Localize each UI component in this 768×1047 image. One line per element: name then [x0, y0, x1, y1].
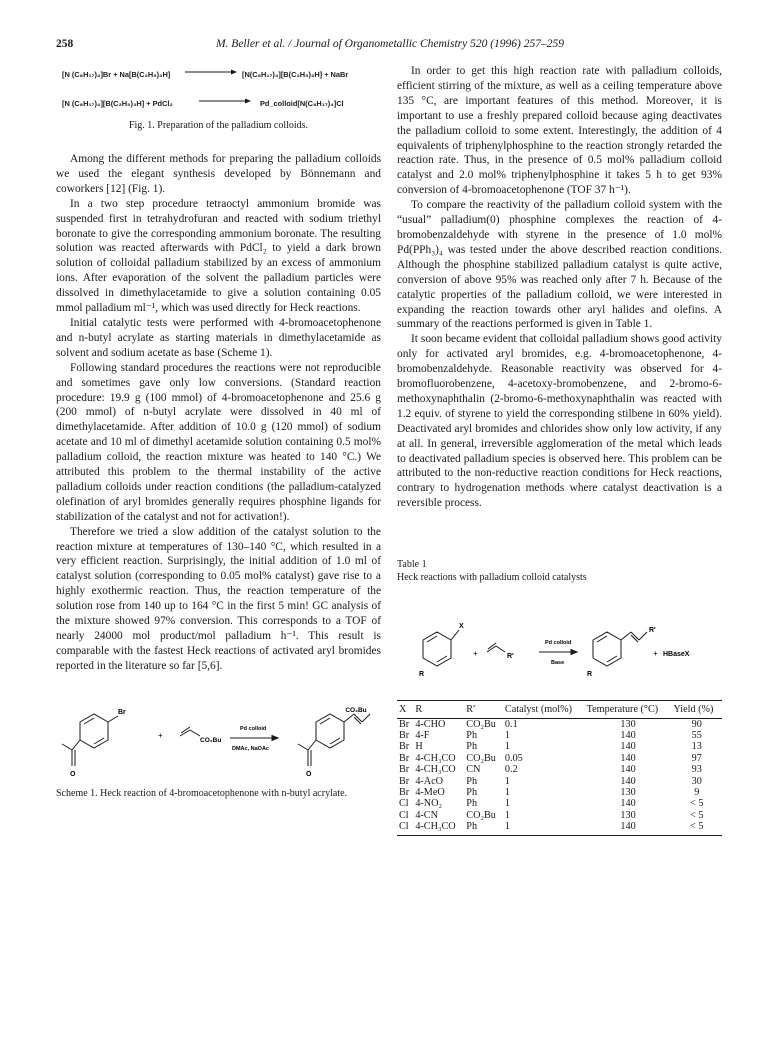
table-row — [397, 821, 722, 835]
cell-temperature: 140 — [620, 764, 636, 776]
paragraph: In a two step procedure tetraoctyl ammonium bromide was suspended first in tetrahydrofuran and reacted with sodium triethyl boronate to give the corresponding ammonium boronate. The resulting solution was reacted afterwards with PdCl₂ to yield a dark brown solution of colloidal palladium stabilized by an excess of ammonium ions. After evaporation of the solvent the palladium particles were dissolved in dimethylacetamide to give a solution containing 0.05 mmol palladium ml⁻¹, which was used directly for Heck reactions. — [56, 197, 381, 315]
benzene-ring — [80, 714, 108, 748]
cell-x: Br — [399, 718, 410, 730]
cell-r-prime: Ph — [466, 730, 478, 741]
label-product-r: R — [587, 671, 593, 679]
col-header-r: R — [413, 701, 464, 718]
cell-r-prime: Ph — [466, 787, 478, 799]
label-plus: + — [473, 649, 478, 659]
cell-x: Cl — [397, 821, 413, 835]
cell-r-prime: Ph — [466, 775, 478, 787]
left-column — [56, 64, 381, 800]
table-row — [397, 787, 722, 798]
table-row — [397, 741, 722, 752]
cell-x: Br — [399, 764, 410, 776]
figure-1 — [56, 64, 381, 142]
eq2-reactants: [N (C₈H₁₇)₄][B(C₂H₅)₃H] + PdCl₂ — [62, 99, 173, 108]
table-subtitle: Heck reactions with palladium colloid catalysts — [397, 571, 587, 583]
arrow-icon — [199, 95, 251, 105]
cell-r: 4-CH₃CO — [413, 821, 464, 835]
arrow-label-base: Base — [551, 660, 565, 667]
cell-catalyst: 0.05 — [504, 752, 523, 764]
page-header — [56, 38, 724, 54]
cell-catalyst: 0.2 — [504, 764, 518, 776]
cell-yield: 55 — [691, 730, 702, 741]
running-head: M. Beller et al. / Journal of Organometallic Chemistry 520 (1996) 257–259 — [215, 38, 565, 50]
page-number: 258 — [56, 38, 74, 50]
cell-r: 4-NO₂ — [415, 798, 443, 810]
label-plus: + — [653, 649, 658, 659]
cell-x: Cl — [399, 798, 409, 810]
label-byproduct: HBaseX — [663, 651, 690, 659]
scheme-1 — [56, 700, 381, 786]
label-product-r-prime: R′ — [649, 627, 656, 635]
cell-r: 4-CH₃CO — [415, 752, 456, 764]
cell-r: 4-AcO — [415, 775, 444, 787]
table-body — [397, 718, 722, 835]
cell-r: 4-CH₃CO — [415, 764, 456, 776]
paragraph: Therefore we tried a slow addition of the catalyst solution to the reaction mixture at temperatures of 130–140 °C, which resulted in a very efficient reaction. Surprisingly, the initial addition of 1.0 ml of catalyst solution (corresponding to 0.05 mol% catalyst) gave rise to a highly exothermic reaction. Thus, the reaction temperature of the solution rose from 140 up to 164 °C in the first 5 min! GC analysis of the mixture showed 97% conversion. This corresponds to a TOF of nearly 24000 mol product/mol palladium h⁻¹. This result is comparable with the fastest Heck reactions of activated aryl bromides reported in the literature so far [5,6]. — [56, 525, 381, 672]
label-o: O — [70, 770, 76, 778]
cell-yield: 13 — [691, 741, 702, 753]
benzene-ring — [423, 632, 451, 666]
cell-temperature: 130 — [620, 809, 636, 821]
label-r: R — [419, 671, 425, 679]
arrow-icon — [185, 66, 237, 76]
label-x: X — [459, 623, 464, 631]
cell-temperature: 140 — [620, 730, 636, 741]
label-plus: + — [158, 730, 163, 740]
cell-r-prime: Ph — [466, 741, 478, 753]
cell-r-prime: Ph — [466, 798, 478, 810]
paragraph: Following standard procedures the reactions were not reproducible and sometimes gave only low conversions. (Standard reaction procedure: 19.9 g (100 mmol) of 4-bromoacetophenone and 25.6 g (200 mmol) of n-butyl acrylate were dissolved in 40 ml of dimethylacetamide. After addition of 10.0 g (120 mmol) of sodium acetate and 10 ml of dimethyl acetamide solution containing 0.5 mol% palladium colloid, the reaction mixture was heated to 140 °C.) We attributed this problem to the thermal instability of the active palladium colloids under reaction conditions (the palladium-catalyzed olefination of aryl bromides generally requires phosphine ligands for stabilization of the catalyst and not for activation!). — [56, 361, 381, 523]
cell-temperature: 140 — [620, 741, 636, 753]
cell-r: 4-F — [415, 730, 430, 741]
scheme-1-drawing — [56, 700, 381, 786]
cell-x: Br — [399, 741, 410, 753]
table-row — [397, 730, 722, 741]
table-row — [397, 764, 722, 775]
cell-yield: 30 — [691, 775, 702, 787]
arrow-label-conditions: DMAc, NaOAc — [232, 745, 269, 752]
cell-temperature: 140 — [620, 798, 636, 810]
paragraph: Among the different methods for preparing the palladium colloids we used the elegant synthesis developed by Bönnemann and coworkers [12] (Fig. 1). — [56, 153, 381, 195]
cell-catalyst: 0.1 — [504, 718, 518, 730]
cell-yield: 97 — [691, 752, 702, 764]
table-title: Table 1 — [397, 559, 427, 571]
label-co2bu-product: CO₂Bu — [345, 706, 367, 714]
table-1-scheme-drawing — [397, 610, 722, 696]
col-header-yield: Yield (%) — [672, 701, 723, 718]
table-row — [397, 776, 722, 787]
cell-temperature: 140 — [585, 821, 672, 835]
cell-x: Br — [399, 787, 410, 799]
cell-x: Br — [399, 775, 410, 787]
cell-x: Br — [399, 752, 410, 764]
cell-r-prime: CO₂Bu — [466, 718, 496, 730]
paragraph: In order to get this high reaction rate with palladium colloids, efficient stirring of the mixture, as well as a ceiling temperature above 135 °C, are important features of this method. Moreover, it is important to use a freshly prepared colloid because aging deactivates the palladium colloid to some extent. Interestingly, the addition of 4 equivalents of triphenylphosphine to the reaction strongly retarded the reaction rate. Thus, in the presence of 0.5 mol% palladium colloid catalyst and 2.0 mol% triphenylphosphine it takes 5 h to get 93% conversion of 4-bromoacetophenone (TOF 37 h⁻¹). — [397, 65, 722, 197]
cell-catalyst: 1 — [503, 821, 585, 835]
paragraph: Initial catalytic tests were performed with 4-bromoacetophenone and n-butyl acrylate as starting materials in dimethylacetamide as solvent and sodium acetate as base (Scheme 1). — [56, 316, 381, 359]
cell-x: Br — [399, 730, 410, 741]
cell-r-prime: Ph — [464, 821, 503, 835]
cell-yield: 9 — [694, 787, 700, 799]
eq2-products: Pd_colloid[N(C₈H₁₇)₄]Cl — [260, 99, 344, 108]
heck-reactions-table — [397, 700, 722, 835]
cell-r: 4-CN — [415, 809, 438, 821]
figure-1-caption: Fig. 1. Preparation of the palladium colloids. — [128, 120, 309, 131]
table-row — [397, 810, 722, 821]
cell-catalyst: 1 — [504, 775, 511, 787]
cell-catalyst: 1 — [504, 787, 511, 799]
cell-catalyst: 1 — [504, 798, 511, 810]
cell-catalyst: 1 — [504, 741, 511, 753]
table-1 — [397, 559, 722, 835]
table-1-scheme — [397, 610, 722, 696]
cell-r: H — [415, 741, 423, 753]
reaction-arrow — [199, 95, 251, 111]
col-header-r-prime: R′ — [464, 701, 503, 718]
cell-yield: < 5 — [690, 798, 704, 810]
col-header-catalyst: Catalyst (mol%) — [503, 701, 585, 718]
label-r-prime: R′ — [507, 653, 514, 661]
cell-r-prime: CO₂Bu — [466, 752, 496, 764]
cell-temperature: 130 — [620, 718, 636, 730]
paragraph: It soon became evident that colloidal palladium shows good activity only for activated aryl bromides, e.g. 4-bromoacetophenone, 4-bromobenzaldehyde. Reasonable reactivity was observed for 4-bromofluorobenzene, 4-acetoxy-bromobenzene, and 2-bromo-6-methoxynaphthalin (2-bromo-6-methoxynaphthalin was reacted with 1.2 equiv. of styrene to yield the corresponding stilbene in 60% yield). Deactivated aryl bromides and chlorides show only low activity, if any at all. In general, irreversible agglomeration of the metal which leads to deactivated palladium species is observed here. This problem can be attributed to the non-reductive reaction conditions for Heck reactions, contrary to hydrogenation methods where catalyst deactivation is a reversible process. — [397, 333, 722, 510]
cell-yield: < 5 — [690, 809, 704, 821]
table-header-row — [397, 701, 722, 718]
cell-temperature: 140 — [620, 752, 636, 764]
scheme-1-caption: Scheme 1. Heck reaction of 4-bromoacetophenone with n-butyl acrylate. — [56, 787, 348, 799]
eq1-reactants: [N (C₈H₁₇)₄]Br + Na[B(C₂H₅)₃H] — [62, 70, 171, 79]
cell-yield: 90 — [691, 718, 702, 730]
cell-r: 4-CHO — [415, 718, 446, 730]
table-row — [397, 753, 722, 764]
cell-yield: < 5 — [672, 821, 723, 835]
cell-x: Cl — [399, 809, 409, 821]
table-row — [397, 718, 722, 730]
arrow-label-catalyst: Pd colloid — [240, 725, 267, 732]
col-header-x: X — [397, 701, 413, 718]
col-header-temperature: Temperature (°C) — [585, 701, 672, 718]
cell-catalyst: 1 — [504, 730, 511, 741]
label-br: Br — [118, 708, 126, 716]
paragraph: To compare the reactivity of the palladium colloid system with the “usual” palladium(0) phosphine complexes the reaction of 4-bromobenzaldehyde with styrene in the presence of 1.0 mol% Pd(PPh₃)₄ was tested under the above described reaction conditions. Although the phosphine stabilized palladium catalyst is quite active, conversion of above 95% was reached only after 7 h. Because of the catalytic properties of the palladium colloid, we were interested in expanding the reaction towards other aryl halides and olefins. A summary of the reactions performed is given in Table 1. — [397, 199, 722, 331]
reaction-arrow — [185, 66, 237, 82]
cell-r-prime: CO₂Bu — [466, 809, 496, 821]
label-co2bu: CO₂Bu — [200, 736, 222, 744]
cell-temperature: 130 — [620, 787, 636, 799]
cell-temperature: 140 — [620, 775, 636, 787]
right-column — [397, 64, 722, 836]
cell-yield: 93 — [691, 764, 702, 776]
arrow-label-catalyst: Pd colloid — [545, 640, 572, 647]
cell-r: 4-MeO — [415, 787, 445, 799]
eq1-products: [N(C₈H₁₇)₄][B(C₂H₅)₃H] + NaBr — [242, 70, 349, 79]
cell-r-prime: CN — [466, 764, 481, 776]
table-row — [397, 798, 722, 809]
cell-catalyst: 1 — [504, 809, 511, 821]
label-o-product: O — [306, 770, 312, 778]
